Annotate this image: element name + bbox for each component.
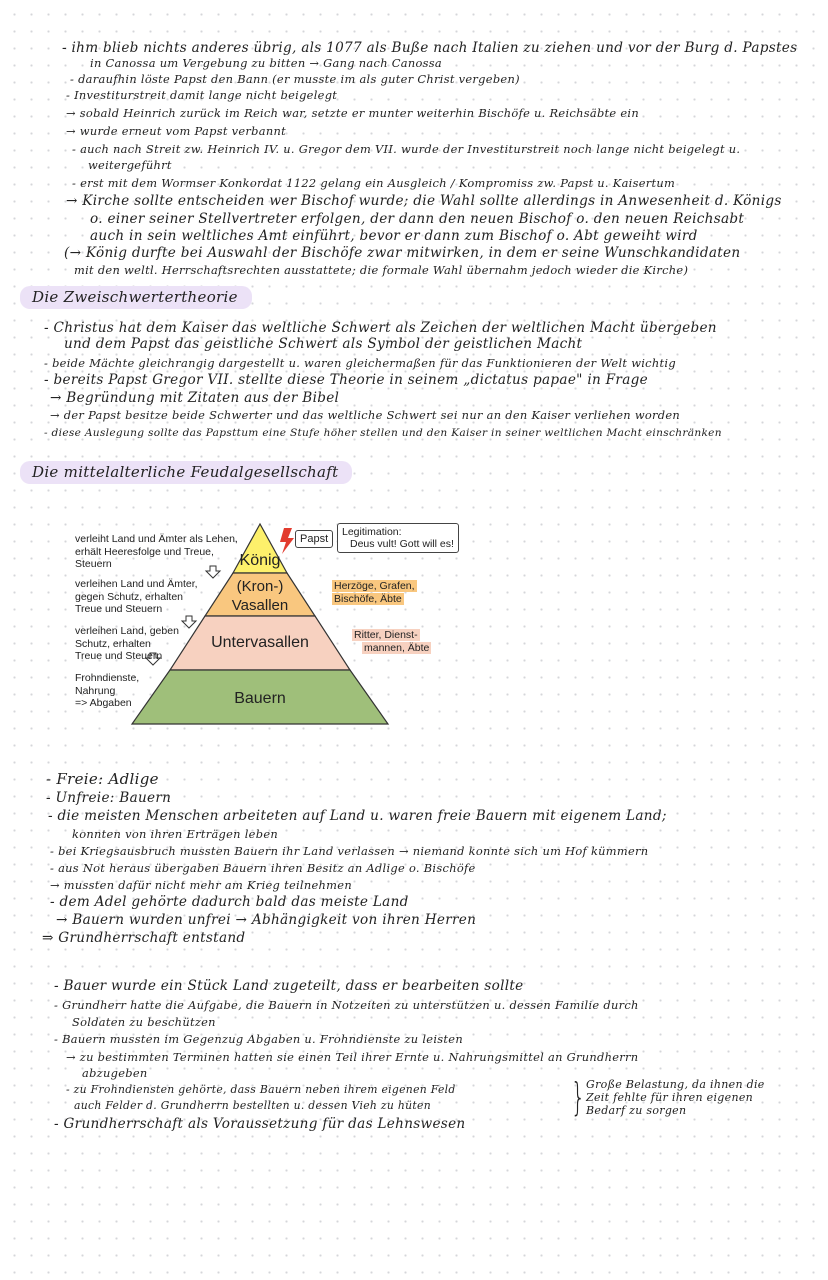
section-heading-feudalgesellschaft: Die mittelalterliche Feudalgesellschaft bbox=[20, 461, 352, 484]
intro-line-7: - auch nach Streit zw. Heinrich IV. u. Gregor dem VII. wurde der Investiturstreit noch lange nicht beigelegt u. bbox=[72, 142, 741, 156]
section-heading-zweischwertertheorie: Die Zweischwertertheorie bbox=[20, 286, 252, 309]
intro-line-10: → Kirche sollte entscheiden wer Bischof wurde; die Wahl sollte allerdings in Anwesenheit d. Königs bbox=[66, 193, 782, 209]
society-line-2: - Unfreie: Bauern bbox=[46, 790, 172, 806]
theory-line-1: - Christus hat dem Kaiser das weltliche Schwert als Zeichen der weltlichen Macht übergeben bbox=[44, 320, 717, 336]
left-label-untervasallen: verleihen Land, geben Schutz, erhalten Treue und Steuern bbox=[75, 625, 179, 662]
intro-line-6: → wurde erneut vom Papst verbannt bbox=[66, 124, 286, 138]
intro-line-8: weitergeführt bbox=[88, 158, 172, 172]
right-label-vasallen: Herzöge, Grafen, Bischöfe, Äbte bbox=[334, 580, 415, 605]
intro-line-5: → sobald Heinrich zurück im Reich war, setzte er munter weiterhin Bischöfe u. Reichsäbte ein bbox=[66, 106, 639, 120]
legitimation-box: Legitimation: Deus vult! Gott will es! bbox=[337, 523, 459, 553]
theory-line-3: - beide Mächte gleichrangig dargestellt u. waren gleichermaßen für das Funktionieren der Welt wichtig bbox=[44, 356, 676, 370]
right-label-untervasallen: Ritter, Dienst- mannen, Äbte bbox=[354, 629, 430, 654]
feudal-pyramid-diagram bbox=[70, 518, 454, 730]
curly-brace: } bbox=[570, 1075, 586, 1119]
theory-line-5: → Begründung mit Zitaten aus der Bibel bbox=[50, 390, 340, 406]
manor-line-7: - zu Frohndiensten gehörte, dass Bauern neben ihrem eigenen Feld bbox=[66, 1083, 456, 1096]
papst-box: Papst bbox=[295, 530, 333, 548]
tier-koenig-label: König bbox=[239, 552, 281, 569]
intro-line-4: - Investiturstreit damit lange nicht beigelegt bbox=[66, 88, 338, 102]
society-line-6: - aus Not heraus übergaben Bauern ihren Besitz an Adlige o. Bischöfe bbox=[50, 861, 476, 875]
theory-line-4: - bereits Papst Gregor VII. stellte diese Theorie in seinem „dictatus papae" in Frage bbox=[44, 372, 648, 388]
society-line-7: → mussten dafür nicht mehr am Krieg teilnehmen bbox=[50, 878, 352, 892]
intro-line-1: - ihm blieb nichts anderes übrig, als 1077 als Buße nach Italien zu ziehen und vor der Burg d. Papstes bbox=[62, 40, 798, 56]
tier-vasallen-label-1: (Kron-) bbox=[236, 578, 284, 595]
manor-line-2: - Grundherr hatte die Aufgabe, die Bauern in Notzeiten zu unterstützen u. dessen Familie durch bbox=[54, 998, 639, 1012]
intro-line-14: mit den weltl. Herrschaftsrechten ausstattete; die formale Wahl übernahm jedoch wieder die Kirche) bbox=[74, 263, 689, 277]
intro-line-3: - daraufhin löste Papst den Bann (er musste im als guter Christ vergeben) bbox=[70, 72, 520, 86]
manor-line-9: - Grundherrschaft als Voraussetzung für das Lehnswesen bbox=[54, 1116, 466, 1132]
society-line-4: konnten von ihren Erträgen leben bbox=[72, 827, 278, 841]
manor-line-4: - Bauern mussten im Gegenzug Abgaben u. Frohndienste zu leisten bbox=[54, 1032, 463, 1046]
intro-line-9: - erst mit dem Wormser Konkordat 1122 gelang ein Ausgleich / Kompromiss zw. Papst u. Kaisertum bbox=[72, 176, 676, 190]
intro-line-13: (→ König durfte bei Auswahl der Bischöfe zwar mitwirken, in dem er seine Wunschkandidaten bbox=[64, 245, 741, 261]
tier-vasallen-label-2: Vasallen bbox=[231, 597, 289, 614]
theory-line-6: → der Papst besitze beide Schwerter und das weltliche Schwert sei nur an den Kaiser verliehen worden bbox=[50, 408, 681, 422]
intro-line-12: auch in sein weltliches Amt einführt, bevor er dann zum Bischof o. Abt geweiht wird bbox=[90, 228, 698, 244]
theory-line-2: und dem Papst das geistliche Schwert als Symbol der geistlichen Macht bbox=[64, 336, 583, 352]
tier-bauern-label: Bauern bbox=[234, 690, 286, 707]
left-label-koenig: verleiht Land und Ämter als Lehen, erhält Heeresfolge und Treue, Steuern bbox=[75, 533, 238, 570]
side-note: Große Belastung, da ihnen die Zeit fehlte für ihren eigenen Bedarf zu sorgen bbox=[586, 1078, 765, 1117]
manor-line-3: Soldaten zu beschützen bbox=[72, 1015, 216, 1029]
lightning-bolt-icon bbox=[280, 528, 294, 554]
theory-line-7: - diese Auslegung sollte das Papsttum eine Stufe höher stellen und den Kaiser in seiner weltlichen Macht einschränken bbox=[44, 427, 722, 439]
society-line-8: - dem Adel gehörte dadurch bald das meiste Land bbox=[50, 894, 409, 910]
society-line-9: → Bauern wurden unfrei → Abhängigkeit von ihren Herren bbox=[56, 912, 477, 928]
tier-untervasallen-label: Untervasallen bbox=[211, 634, 309, 651]
society-line-3: - die meisten Menschen arbeiteten auf Land u. waren freie Bauern mit eigenem Land; bbox=[48, 808, 667, 824]
intro-line-2: in Canossa um Vergebung zu bitten → Gang nach Canossa bbox=[90, 56, 443, 70]
society-line-1: - Freie: Adlige bbox=[46, 770, 159, 788]
manor-line-5: → zu bestimmten Terminen hatten sie einen Teil ihrer Ernte u. Nahrungsmittel an Grundherrn bbox=[66, 1050, 639, 1064]
left-label-vasallen: verleihen Land und Ämter, gegen Schutz, erhalten Treue und Steuern bbox=[75, 578, 198, 615]
society-line-5: - bei Kriegsausbruch mussten Bauern ihr Land verlassen → niemand konnte sich um Hof kümmern bbox=[50, 844, 649, 858]
manor-line-1: - Bauer wurde ein Stück Land zugeteilt, dass er bearbeiten sollte bbox=[54, 978, 524, 994]
manor-line-6: abzugeben bbox=[82, 1066, 148, 1080]
left-label-bauern: Frohndienste, Nahrung => Abgaben bbox=[75, 672, 140, 709]
intro-line-11: o. einer seiner Stellvertreter erfolgen, der dann den neuen Bischof o. den neuen Reichsabt bbox=[90, 211, 745, 227]
manor-line-8: auch Felder d. Grundherrn bestellten u. dessen Vieh zu hüten bbox=[74, 1099, 431, 1112]
society-line-10: ⇒ Grundherrschaft entstand bbox=[42, 930, 246, 946]
